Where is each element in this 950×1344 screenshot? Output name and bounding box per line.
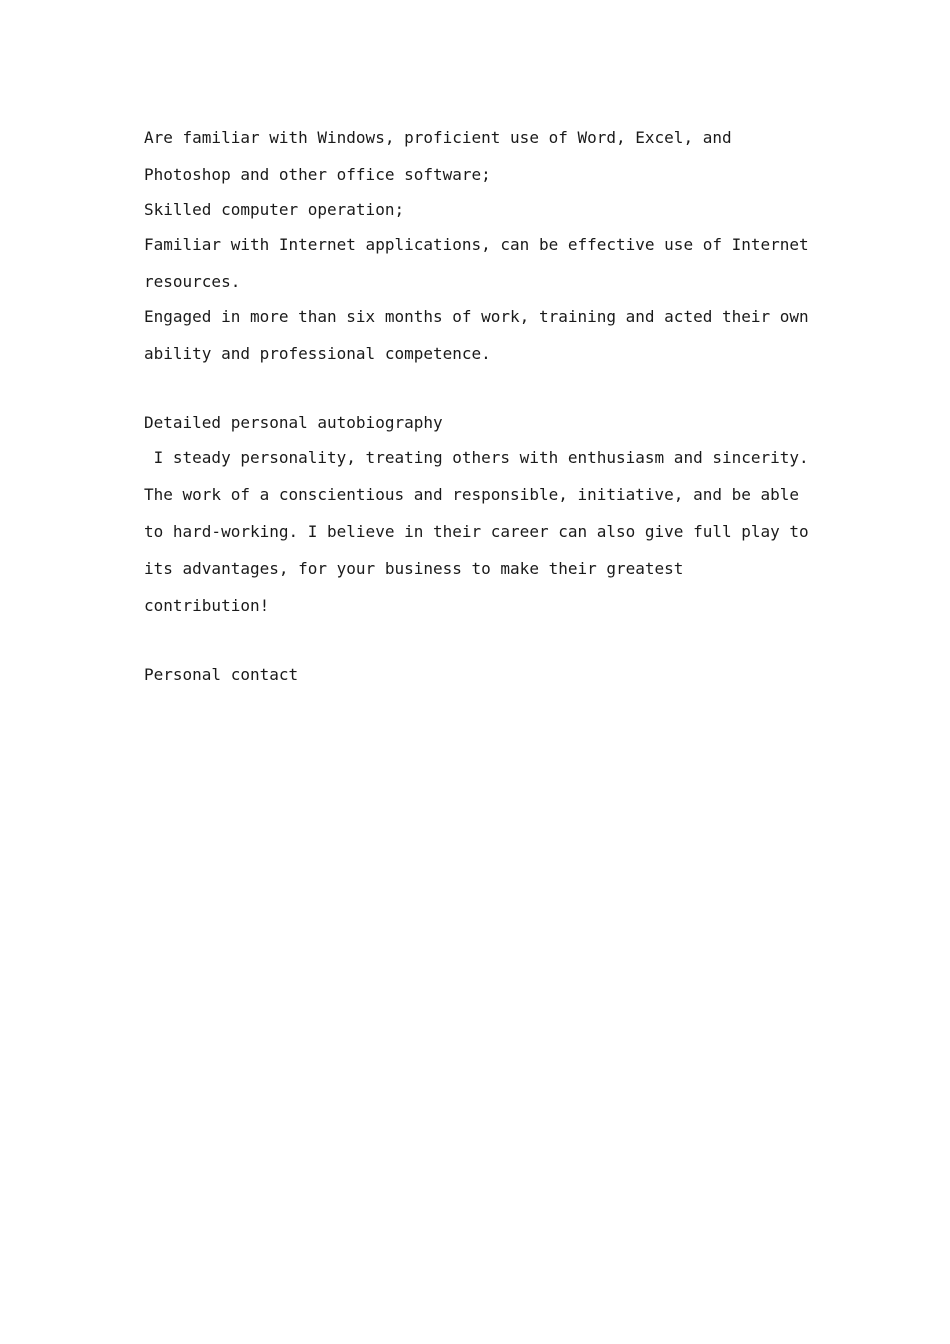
skills-line: Skilled computer operation; xyxy=(144,200,405,219)
skills-line: Photoshop and other office software; xyxy=(144,165,491,184)
autobiography-line: to hard-working. I believe in their career can also give full play to xyxy=(144,522,809,541)
autobiography-line: The work of a conscientious and responsible, initiative, and be able xyxy=(144,485,800,504)
autobiography-line: I steady personality, treating others with enthusiasm and sincerity. xyxy=(144,448,809,467)
autobiography-line: contribution! xyxy=(144,596,270,615)
document-body xyxy=(144,124,824,685)
contact-heading: Personal contact xyxy=(144,665,299,684)
skills-line: resources. xyxy=(144,272,241,291)
skills-line: Engaged in more than six months of work, training and acted their own xyxy=(144,307,809,326)
skills-line: Are familiar with Windows, proficient use of Word, Excel, and xyxy=(144,128,732,147)
autobiography-heading: Detailed personal autobiography xyxy=(144,413,443,432)
skills-line: Familiar with Internet applications, can be effective use of Internet xyxy=(144,235,809,254)
autobiography-line: its advantages, for your business to make their greatest xyxy=(144,559,684,578)
skills-line: ability and professional competence. xyxy=(144,344,491,363)
